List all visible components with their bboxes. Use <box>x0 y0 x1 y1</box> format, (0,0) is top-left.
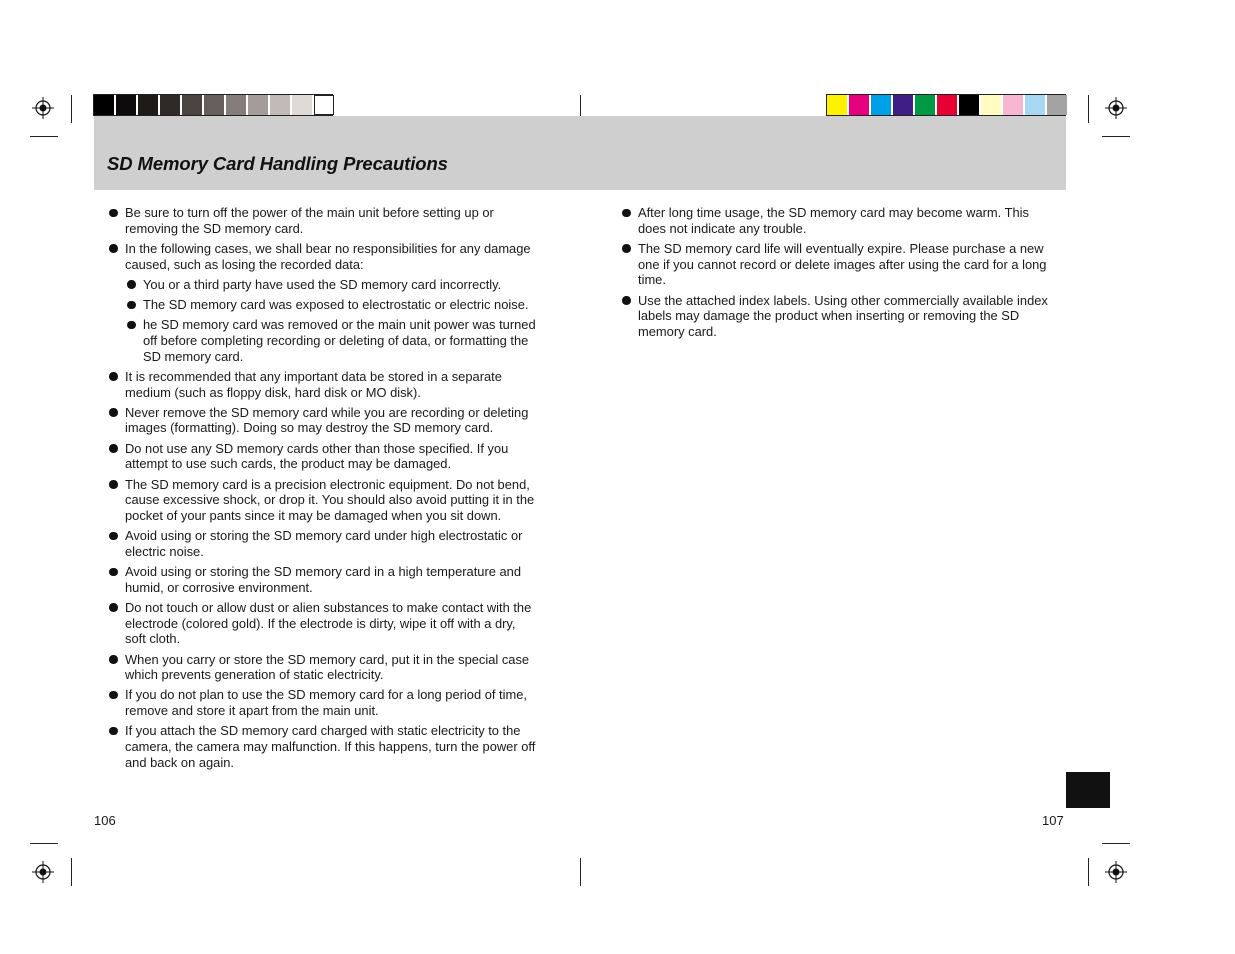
color-swatch <box>981 95 1001 115</box>
color-swatch <box>827 95 847 115</box>
crop-mark-bottom-right-v <box>1088 858 1089 886</box>
list-item-text: You or a third party have used the SD memory card incorrectly. <box>143 276 502 292</box>
page-number-left: 106 <box>94 813 116 828</box>
color-swatch <box>116 95 136 115</box>
list-item <box>107 564 539 595</box>
bullet-list <box>107 205 539 771</box>
list-item-text: Do not use any SD memory cards other than those specified. If you attempt to use such cards, the product may be damaged. <box>125 440 509 472</box>
list-item <box>107 369 539 400</box>
registration-target-icon <box>32 861 54 883</box>
sub-list-item <box>125 317 539 364</box>
color-swatch <box>893 95 913 115</box>
list-item-text: he SD memory card was removed or the main unit power was turned off before completing recording or deleting of data, or formatting the SD memory card. <box>143 317 536 364</box>
bullet-icon <box>127 301 136 310</box>
color-swatch <box>937 95 957 115</box>
bullet-icon <box>109 568 118 577</box>
list-item-text: The SD memory card was exposed to electrostatic or electric noise. <box>143 297 529 313</box>
color-swatch <box>204 95 224 115</box>
bullet-icon <box>109 603 118 612</box>
list-item <box>620 241 1052 288</box>
list-item <box>107 652 539 683</box>
list-item-text: Be sure to turn off the power of the main unit before setting up or removing the SD memory card. <box>125 205 494 236</box>
color-swatch <box>849 95 869 115</box>
crop-mark-top-left-h <box>30 136 58 137</box>
list-item-text: Avoid using or storing the SD memory card in a high temperature and humid, or corrosive environment. <box>125 564 521 595</box>
list-item <box>107 687 539 718</box>
registration-target-icon <box>32 97 54 119</box>
crop-mark-top-right-v <box>1088 95 1089 123</box>
process-color-bar <box>827 95 1069 115</box>
bullet-icon <box>109 444 118 453</box>
list-item-text: If you do not plan to use the SD memory card for a long period of time, remove and store it apart from the main unit. <box>125 687 527 719</box>
sub-bullet-list <box>125 277 539 365</box>
left-column <box>107 205 539 775</box>
list-item-text: After long time usage, the SD memory card may become warm. This does not indicate any trouble. <box>638 205 1029 236</box>
color-swatch <box>94 95 114 115</box>
registration-target-icon <box>1105 861 1127 883</box>
color-swatch <box>959 95 979 115</box>
sub-list-item <box>125 297 539 313</box>
list-item <box>620 293 1052 340</box>
color-swatch <box>182 95 202 115</box>
color-swatch <box>138 95 158 115</box>
list-item <box>107 723 539 770</box>
color-swatch <box>226 95 246 115</box>
bullet-icon <box>109 655 118 664</box>
page-number-right: 107 <box>1042 813 1064 828</box>
color-swatch <box>915 95 935 115</box>
section-title: SD Memory Card Handling Precautions <box>107 153 448 174</box>
list-item-text: It is recommended that any important data be stored in a separate medium (such as floppy disk, hard disk or MO disk). <box>125 368 502 400</box>
list-item-text: Avoid using or storing the SD memory card under high electrostatic or electric noise. <box>125 528 523 559</box>
color-swatch <box>314 95 334 115</box>
list-item <box>107 600 539 647</box>
list-item <box>107 528 539 559</box>
list-item <box>107 241 539 364</box>
bullet-icon <box>109 244 118 253</box>
bullet-icon <box>109 372 118 381</box>
list-item <box>620 205 1052 236</box>
color-swatch <box>292 95 312 115</box>
registration-target-icon <box>1105 97 1127 119</box>
crop-mark-bottom-left-h <box>30 843 58 844</box>
bullet-icon <box>622 209 631 218</box>
list-item-text: In the following cases, we shall bear no responsibilities for any damage caused, such as losing the recorded data: <box>125 240 531 272</box>
crop-mark-bottom-right-h <box>1102 843 1130 844</box>
list-item-text: Never remove the SD memory card while you are recording or deleting images (formatting). Doing so may destroy the SD memory card. <box>125 404 529 436</box>
bullet-icon <box>109 727 118 736</box>
crop-mark-bottom-left-v <box>71 858 72 886</box>
color-swatch <box>1003 95 1023 115</box>
list-item <box>107 441 539 472</box>
list-item-text: The SD memory card is a precision electronic equipment. Do not bend, cause excessive shock, or drop it. You should also avoid putting it in the pocket of your pants since it may be damaged when you sit down. <box>125 476 535 523</box>
color-swatch <box>248 95 268 115</box>
thumb-index-tab <box>1066 772 1110 808</box>
crop-mark-bottom-center <box>580 858 581 886</box>
color-swatch <box>1047 95 1067 115</box>
bullet-icon <box>127 280 136 289</box>
color-swatch <box>1025 95 1045 115</box>
crop-mark-top-left-v <box>71 95 72 123</box>
list-item-text: Use the attached index labels. Using other commercially available index labels may damage the product when inserting or removing the SD memory card. <box>638 292 1048 339</box>
bullet-icon <box>622 296 631 305</box>
bullet-icon <box>109 532 118 541</box>
bullet-icon <box>109 209 118 218</box>
right-column <box>620 205 1052 344</box>
color-swatch <box>270 95 290 115</box>
bullet-list <box>620 205 1052 340</box>
color-swatch <box>160 95 180 115</box>
bullet-icon <box>109 691 118 700</box>
crop-mark-top-right-h <box>1102 136 1130 137</box>
color-swatch <box>871 95 891 115</box>
list-item-text: If you attach the SD memory card charged with static electricity to the camera, the camera may malfunction. If this happens, turn the power off and back on again. <box>125 723 536 770</box>
gray-scale-bar <box>94 95 336 115</box>
bullet-icon <box>109 480 118 489</box>
list-item-text: The SD memory card life will eventually expire. Please purchase a new one if you cannot record or delete images after using the card for a long time. <box>638 240 1047 288</box>
bullet-icon <box>622 244 631 253</box>
list-item-text: When you carry or store the SD memory card, put it in the special case which prevents generation of static electricity. <box>125 651 530 683</box>
list-item <box>107 205 539 236</box>
sub-list-item <box>125 277 539 293</box>
bullet-icon <box>109 408 118 417</box>
list-item-text: Do not touch or allow dust or alien substances to make contact with the electrode (colored gold). If the electrode is dirty, wipe it off with a dry, soft cloth. <box>125 599 532 647</box>
bullet-icon <box>127 321 136 330</box>
list-item <box>107 405 539 436</box>
list-item <box>107 477 539 524</box>
